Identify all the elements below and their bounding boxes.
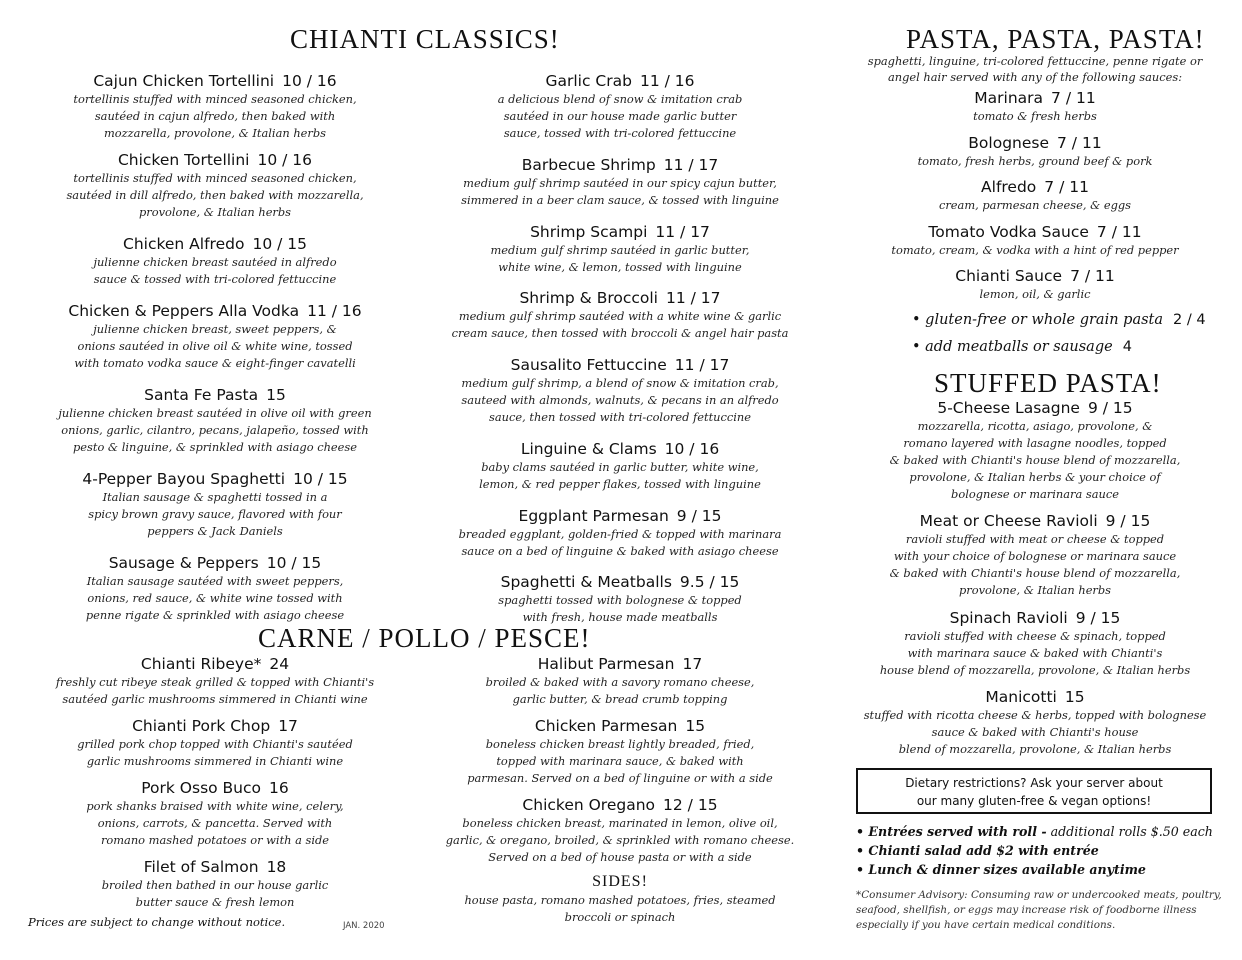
item-name: Shrimp Scampi: [530, 223, 648, 241]
sides-heading: SIDES!: [592, 873, 648, 890]
menu-item: Garlic Crab 11 / 16 a delicious blend of snow & imitation crab sautéed in our house made garlic butter sauce, tossed with tri-colored fettuccine: [497, 72, 743, 140]
menu-date: JAN. 2020: [343, 921, 385, 931]
item-price: 9.5 / 15: [679, 573, 740, 591]
menu-item: Santa Fe Pasta 15 julienne chicken breast sautéed in olive oil with green onions, garlic, cilantro, pecans, jalapeño, tossed with pesto & linguine, & sprinkled with asiago cheese: [58, 386, 372, 454]
item-price: 16: [269, 779, 289, 797]
item-price: 10 / 16: [257, 151, 313, 169]
item-price: 11 / 16: [639, 72, 695, 90]
item-price: 7 / 11: [1070, 267, 1115, 285]
menu-item: Pork Osso Buco 16 pork shanks braised with white wine, celery, onions, carrots, & pancetta. Served with romano mashed potatoes or with a side: [86, 779, 344, 847]
item-name: Shrimp & Broccoli: [519, 289, 658, 307]
menu-item: Barbecue Shrimp 11 / 17 medium gulf shrimp sautéed in our spicy cajun butter, simmered in a beer clam sauce, & tossed with linguine: [461, 156, 779, 207]
service-notes: [856, 822, 1226, 879]
item-name: Santa Fe Pasta: [144, 386, 259, 404]
item-name: 5-Cheese Lasagne: [937, 399, 1080, 417]
item-name: Eggplant Parmesan: [518, 507, 669, 525]
menu-item: Halibut Parmesan 17 broiled & baked with a savory romano cheese, garlic butter, & bread crumb topping: [485, 655, 755, 706]
item-name: Garlic Crab: [545, 72, 632, 90]
sauce-item: Bolognese 7 / 11 tomato, fresh herbs, ground beef & pork: [917, 134, 1153, 168]
menu-item: Chicken Parmesan 15 boneless chicken breast lightly breaded, fried, topped with marinara sauce, & baked with parmesan. Served on a bed of linguine or with a side: [467, 717, 773, 785]
item-name: Marinara: [974, 89, 1044, 107]
item-price: 11 / 17: [665, 289, 721, 307]
stuffed-item: Meat or Cheese Ravioli 9 / 15 ravioli stuffed with meat or cheese & topped with your choice of bolognese or marinara sauce & baked with Chianti's house blend of mozzarella, provolone, & Italian herbs: [889, 512, 1181, 597]
sides-description: house pasta, romano mashed potatoes, fries, steamed broccoli or spinach: [464, 893, 776, 924]
menu-item: Eggplant Parmesan 9 / 15 breaded eggplant, golden-fried & topped with marinara sauce on a bed of linguine & baked with asiago cheese: [458, 507, 782, 558]
item-name: Bolognese: [968, 134, 1050, 152]
item-name: Barbecue Shrimp: [521, 156, 656, 174]
menu-item: Chicken & Peppers Alla Vodka 11 / 16 julienne chicken breast, sweet peppers, & onions sautéed in olive oil & white wine, tossed with tomato vodka sauce & eight-finger cavatelli: [68, 302, 362, 370]
item-price: 24: [269, 655, 290, 673]
item-price: 11 / 17: [663, 156, 719, 174]
menu-item: 4-Pepper Bayou Spaghetti 10 / 15 Italian sausage & spaghetti tossed in a spicy brown gravy sauce, flavored with four peppers & Jack Daniels: [82, 470, 348, 538]
item-name: Tomato Vodka Sauce: [928, 223, 1089, 241]
pasta-intro: spaghetti, linguine, tri-colored fettuccine, penne rigate or angel hair served with any of the following sauces:: [867, 54, 1203, 84]
menu-item: Shrimp Scampi 11 / 17 medium gulf shrimp sautéed in garlic butter, white wine, & lemon, tossed with linguine: [490, 223, 750, 274]
note-salad: • Chianti salad add $2 with entrée: [856, 843, 1099, 858]
item-price: 15: [266, 386, 286, 404]
item-name: Manicotti: [985, 688, 1057, 706]
heading-carne-pollo-pesce: CARNE / POLLO / PESCE!: [258, 623, 591, 653]
menu-item: Chianti Ribeye* 24 freshly cut ribeye steak grilled & topped with Chianti's sautéed garlic mushrooms simmered in Chianti wine: [55, 655, 375, 706]
menu-item: Chicken Tortellini 10 / 16 tortellinis stuffed with minced seasoned chicken, sautéed in dill alfredo, then baked with mozzarella, provolone, & Italian herbs: [66, 151, 364, 219]
item-name: Halibut Parmesan: [537, 655, 675, 673]
prices-note: Prices are subject to change without notice.: [28, 915, 286, 929]
note-sizes: • Lunch & dinner sizes available anytime: [856, 862, 1146, 877]
item-price: 11 / 17: [655, 223, 710, 241]
item-name: Chianti Sauce: [955, 267, 1063, 285]
item-name: Pork Osso Buco: [141, 779, 262, 797]
sauce-item: Marinara 7 / 11 tomato & fresh herbs: [973, 89, 1097, 123]
item-price: 10 / 15: [293, 470, 348, 488]
stuffed-item: 5-Cheese Lasagne 9 / 15 mozzarella, ricotta, asiago, provolone, & romano layered with lasagne noodles, topped & baked with Chianti's house blend of mozzarella, provolone, & Italian herbs & your choice of bolognese or marinara sauce: [889, 399, 1181, 501]
item-price: 7 / 11: [1096, 223, 1142, 241]
item-price: 9 / 15: [676, 507, 722, 525]
item-price: 10 / 16: [664, 440, 720, 458]
item-price: 7 / 11: [1057, 134, 1102, 152]
dietary-notice-box: Dietary restrictions? Ask your server about our many gluten-free & vegan options!: [856, 768, 1212, 814]
heading-chianti-classics: CHIANTI CLASSICS!: [290, 24, 560, 54]
sauce-item: Alfredo 7 / 11 cream, parmesan cheese, & eggs: [938, 178, 1132, 212]
item-price: 12 / 15: [663, 796, 718, 814]
heading-pasta-pasta-pasta: PASTA, PASTA, PASTA!: [906, 24, 1205, 54]
item-name: Sausage & Peppers: [108, 554, 259, 572]
sauce-item: Chianti Sauce 7 / 11 lemon, oil, & garlic: [955, 267, 1115, 301]
item-name: Cajun Chicken Tortellini: [93, 72, 275, 90]
menu-item: Chicken Alfredo 10 / 15 julienne chicken breast sautéed in alfredo sauce & tossed with tri-colored fettuccine: [93, 235, 337, 286]
item-price: 15: [685, 717, 706, 735]
menu-item: Chicken Oregano 12 / 15 boneless chicken breast, marinated in lemon, olive oil, garlic, & oregano, broiled, & sprinkled with romano cheese. Served on a bed of house pasta or with a side: [445, 796, 795, 864]
item-price: 7 / 11: [1044, 178, 1089, 196]
heading-stuffed-pasta: STUFFED PASTA!: [934, 368, 1162, 398]
sauce-item: Tomato Vodka Sauce 7 / 11 tomato, cream, & vodka with a hint of red pepper: [891, 223, 1179, 257]
menu-item: Shrimp & Broccoli 11 / 17 medium gulf shrimp sautéed with a white wine & garlic cream sauce, then tossed with broccoli & angel hair pasta: [451, 289, 789, 340]
item-price: 9 / 15: [1087, 399, 1133, 417]
item-price: 10 / 15: [252, 235, 307, 253]
item-name: Chicken Alfredo: [123, 235, 245, 253]
item-price: 11 / 16: [307, 302, 362, 320]
item-price: 11 / 17: [674, 356, 730, 374]
item-name: Spinach Ravioli: [949, 609, 1068, 627]
item-name: Sausalito Fettuccine: [510, 356, 667, 374]
item-price: 18: [266, 858, 287, 876]
item-price: 17: [278, 717, 298, 735]
stuffed-item: Spinach Ravioli 9 / 15 ravioli stuffed with cheese & spinach, topped with marinara sauce & baked with Chianti's house blend of mozzarella, provolone, & Italian herbs: [879, 609, 1191, 677]
item-name: 4-Pepper Bayou Spaghetti: [82, 470, 286, 488]
menu-item: Linguine & Clams 10 / 16 baby clams sautéed in garlic butter, white wine, lemon, & red pepper flakes, tossed with linguine: [479, 440, 761, 491]
menu-item: Filet of Salmon 18 broiled then bathed in our house garlic butter sauce & fresh lemon: [101, 858, 329, 909]
addon-meatballs: • add meatballs or sausage 4: [912, 339, 1132, 355]
item-name: Linguine & Clams: [520, 440, 657, 458]
addon-gluten-free: • gluten-free or whole grain pasta 2 / 4: [912, 312, 1206, 328]
item-name: Chicken & Peppers Alla Vodka: [68, 302, 300, 320]
menu-item: Sausage & Peppers 10 / 15 Italian sausage sautéed with sweet peppers, onions, red sauce, & white wine tossed with penne rigate & sprinkled with asiago cheese: [85, 554, 345, 622]
consumer-advisory: *Consumer Advisory: Consuming raw or undercooked meats, poultry, seafood, shellfish, or eggs may increase risk of foodborne illness especially if you have certain medical conditions.: [856, 889, 1222, 931]
item-price: 9 / 15: [1075, 609, 1121, 627]
item-name: Chicken Tortellini: [117, 151, 250, 169]
item-name: Alfredo: [981, 178, 1037, 196]
item-name: Chianti Ribeye*: [140, 655, 262, 673]
menu-item: Spaghetti & Meatballs 9.5 / 15 spaghetti tossed with bolognese & topped with fresh, house made meatballs: [498, 573, 742, 624]
item-price: 17: [682, 655, 703, 673]
item-name: Chicken Parmesan: [534, 717, 678, 735]
item-price: 10 / 16: [282, 72, 337, 90]
item-price: 9 / 15: [1105, 512, 1151, 530]
menu-item: Chianti Pork Chop 17 grilled pork chop topped with Chianti's sautéed garlic mushrooms simmered in Chianti wine: [77, 717, 353, 768]
item-name: Filet of Salmon: [143, 858, 259, 876]
item-name: Chianti Pork Chop: [132, 717, 271, 735]
item-name: Meat or Cheese Ravioli: [919, 512, 1098, 530]
menu-item: Cajun Chicken Tortellini 10 / 16 tortellinis stuffed with minced seasoned chicken, sautéed in cajun alfredo, then baked with mozzarella, provolone, & Italian herbs: [73, 72, 357, 140]
stuffed-item: Manicotti 15 stuffed with ricotta cheese & herbs, topped with bolognese sauce & baked with Chianti's house blend of mozzarella, provolone, & Italian herbs: [863, 688, 1207, 756]
item-price: 15: [1064, 688, 1085, 706]
item-price: 7 / 11: [1051, 89, 1096, 107]
note-roll: • Entrées served with roll - additional rolls $.50 each: [856, 824, 1213, 839]
menu-item: Sausalito Fettuccine 11 / 17 medium gulf shrimp, a blend of snow & imitation crab, sauteed with almonds, walnuts, & pecans in an alfredo sauce, then tossed with tri-colored fettuccine: [461, 356, 779, 424]
item-name: Chicken Oregano: [522, 796, 656, 814]
item-name: Spaghetti & Meatballs: [500, 573, 672, 591]
item-price: 10 / 15: [266, 554, 322, 572]
